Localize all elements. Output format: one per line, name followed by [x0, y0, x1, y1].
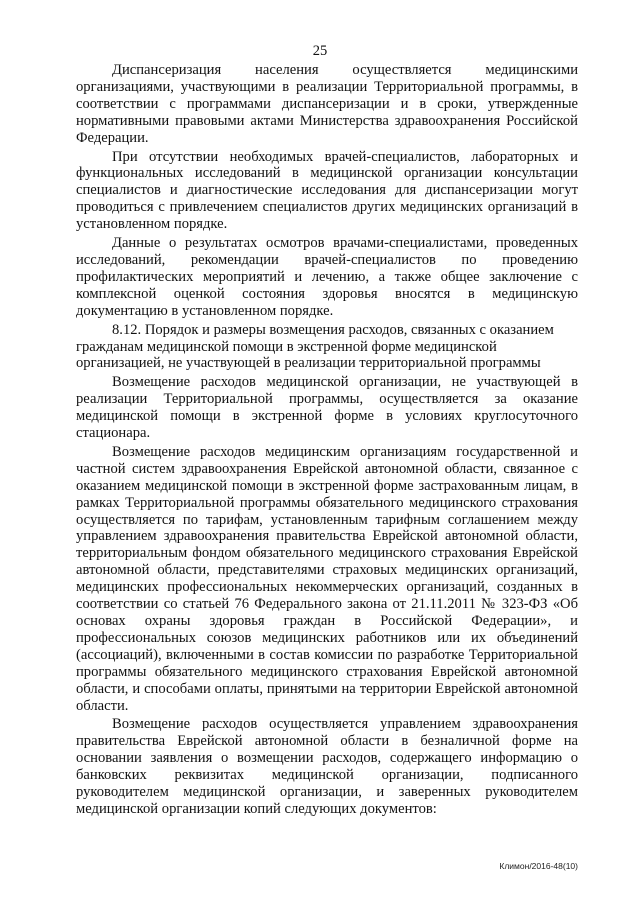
paragraph-reimbursement-procedure: Возмещение расходов осуществляется управлением здравоохранения правительства Еврейской автономной области в безналичной форме на основании заявления о возмещении расходов, содержащего информацию о банковских реквизитах медицинской организации, подписанного руководителем медицинской организации, и заверенных руководителем медицинской организации копий следующих документов:	[76, 716, 578, 817]
section-heading-8-12: 8.12. Порядок и размеры возмещения расходов, связанных с оказанием гражданам медицинской помощи в экстренной форме медицинской организацией, не участвующей в реализации территориальной программы	[76, 321, 554, 372]
footer-document-code: Климон/2016-48(10)	[499, 861, 578, 871]
paragraph-dispanserization: Диспансеризация населения осуществляется медицинскими организациями, участвующими в реализации Территориальной программы, в соответствии с программами диспансеризации и в сроки, утвержденные нормативными правовыми актами Министерства здравоохранения Российской Федерации.	[76, 62, 578, 146]
paragraph-specialists: При отсутствии необходимых врачей-специалистов, лабораторных и функциональных исследований в медицинской организации консультации специалистов и диагностические исследования для диспансеризации могут проводиться с привлечением специалистов других медицинских организаций в установленном порядке.	[76, 148, 578, 233]
page-number: 25	[312, 43, 328, 59]
paragraph-reimbursement-non-participant: Возмещение расходов медицинской организации, не участвующей в реализации Территориальной программы, осуществляется за оказание медицинской помощи в экстренной форме в условиях круглосуточного стационара.	[76, 374, 578, 442]
paragraph-results: Данные о результатах осмотров врачами-специалистами, проведенных исследований, рекомендации врачей-специалистов по проведению профилактических мероприятий и лечению, а также общее заключение с комплексной оценкой состояния здоровья вносятся в медицинскую документацию в установленном порядке.	[76, 235, 578, 319]
document-body	[76, 62, 578, 818]
paragraph-reimbursement-tariffs: Возмещение расходов медицинским организациям государственной и частной систем здравоохранения Еврейской автономной области, связанное с оказанием медицинской помощи в экстренной форме застрахованным лицам, в рамках Территориальной программы обязательного медицинского страхования осуществляется по тарифам, установленным тарифным соглашением между управлением здравоохранения правительства Еврейской автономной области, территориальным фондом обязательного медицинского страхования Еврейской автономной области, представителями страховых медицинских организаций, медицинских профессиональных некоммерческих организаций, созданных в соответствии со статьей 76 Федерального закона от 21.11.2011 № 323-ФЗ «Об основах охраны здоровья граждан в Российской Федерации», и профессиональных союзов медицинских работников или их объединений (ассоциаций), включенными в состав комиссии по разработке Территориальной программы обязательного медицинского страхования Еврейской автономной области, и способами оплаты, принятыми на территории Еврейской автономной области.	[76, 443, 578, 714]
